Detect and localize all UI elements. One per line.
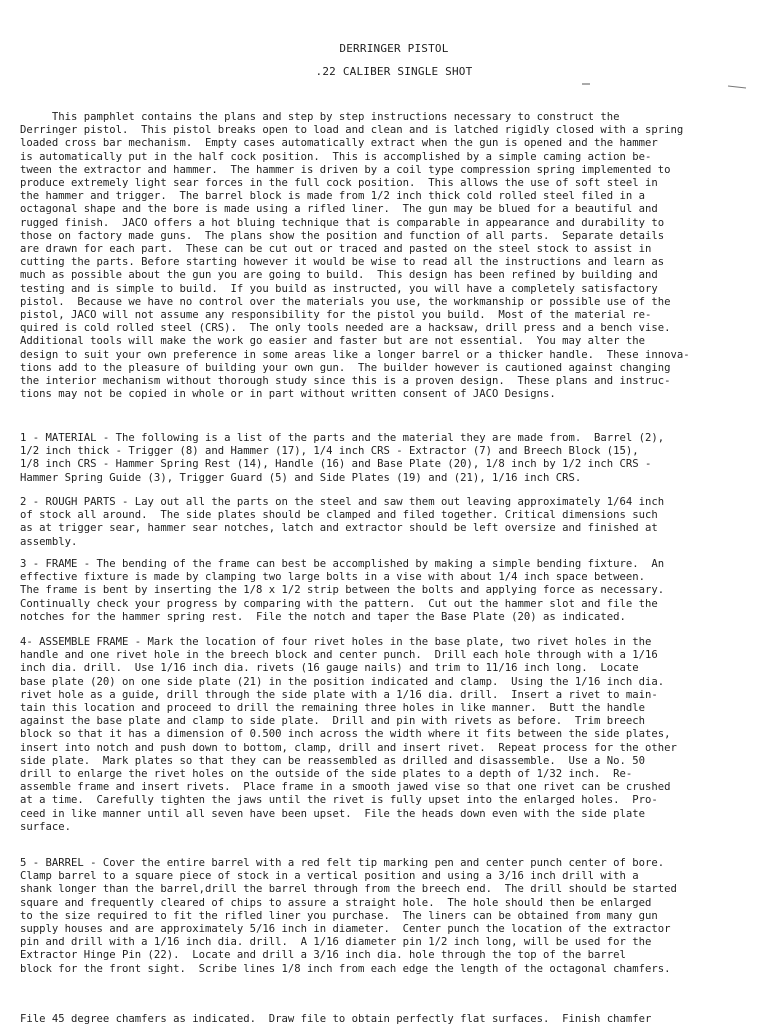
scan-speck xyxy=(728,86,746,88)
section-rough-parts: 2 - ROUGH PARTS - Lay out all the parts on the steel and saw them out leaving approximately 1/64 inch of stock all around. The side plates should be clamped and filed together. Critical dimensions such as at trigger sear, hammer sear notches, latch and extractor should be left oversize and finished at assembly. xyxy=(20,496,665,548)
document-subtitle: .22 CALIBER SINGLE SHOT xyxy=(315,65,473,78)
document-title: DERRINGER PISTOL xyxy=(339,42,449,55)
section-assemble-frame: 4- ASSEMBLE FRAME - Mark the location of four rivet holes in the base plate, two rivet holes in the handle and one rivet hole in the breech block and center punch. Drill each hole through with a 1/16 inch dia. drill. Use 1/16 inch dia. rivets (16 gauge nails) and trim to 11/16 inch long. Locate base plate (20) on one side plate (21) in the position indicated and clamp. Using the 1/16 inch dia. rivet hole as a guide, drill through the side plate with a 1/16 dia. drill. Insert a rivet to main- tain this location and proceed to drill the remaining three holes in like manner. Butt the handle against the base plate and clamp to side plate. Drill and pin with rivets as before. Trim breech block so that it has a dimension of 0.500 inch across the width where it fits between the side plates, insert into notch and push down to bottom, clamp, drill and insert rivet. Repeat process for the other side plate. Mark plates so that they can be reassembled as drilled and disassemble. Use a No. 50 drill to enlarge the rivet holes on the outside of the side plates to a depth of 1/32 inch. Re- assemble frame and insert rivets. Place frame in a smooth jawed vise so that one rivet can be crushed at a time. Carefully tighten the jaws until the rivet is fully upset into the enlarged holes. Pro- ceed in like manner until all seven have been upset. File the heads down even with the side plate surface. xyxy=(20,636,677,833)
section-frame: 3 - FRAME - The bending of the frame can best be accomplished by making a simple bending fixture. An effective fixture is made by clamping two large bolts in a vise with about 1/4 inch space between. The frame is bent by inserting the 1/8 x 1/2 strip between the bolts and applying force as necessary. Continually check your progress by comparing with the pattern. Cut out the hammer slot and file the notches for the hammer spring rest. File the notch and taper the Base Plate (20) as indicated. xyxy=(20,558,665,623)
continuation-line: File 45 degree chamfers as indicated. Draw file to obtain perfectly flat surfaces. Finish chamfer xyxy=(20,1013,652,1024)
section-barrel: 5 - BARREL - Cover the entire barrel with a red felt tip marking pen and center punch center of bore. Clamp barrel to a square piece of stock in a vertical position and using a 3/16 inch drill with a shank longer than the barrel,drill the barrel through from the breech end. The drill should be started square and frequently cleared of chips to assure a straight hole. The hole should then be enlarged to the size required to fit the rifled liner you purchase. The liners can be obtained from many gun supply houses and are approximately 5/16 inch in diameter. Center punch the location of the extractor pin and drill with a 1/16 inch dia. drill. A 1/16 diameter pin 1/2 inch long, will be used for the Extractor Hinge Pin (22). Locate and drill a 3/16 inch dia. hole through the top of the barrel block for the front sight. Scribe lines 1/8 inch from each edge the length of the octagonal chamfers. xyxy=(20,857,677,975)
intro-paragraph: This pamphlet contains the plans and step by step instructions necessary to construct the Derringer pistol. This pistol breaks open to load and clean and is latched rigidly closed with a spring loaded cross bar mechanism. Empty cases automatically extract when the gun is opened and the hammer is automatically put in the half cock position. This is accomplished by a simple caming action be- tween the extractor and hammer. The hammer is driven by a coil type compression spring implemented to produce extremely light sear forces in the full cock position. This allows the use of soft steel in the hammer and trigger. The barrel block is made from 1/2 inch thick cold rolled steel filed in a octagonal shape and the bore is made using a rifled liner. The gun may be blued for a beautiful and rugged finish. JACO offers a hot bluing technique that is comparable in appearance and durability to those on factory made guns. The plans show the position and function of all parts. Separate details are drawn for each part. These can be cut out or traced and pasted on the steel stock to assist in cutting the parts. Before starting however it would be wise to read all the instructions and learn as much as possible about the gun you are going to build. This design has been refined by building and testing and is simple to build. If you build as instructed, you will have a completely satisfactory pistol. Because we have no control over the materials you use, the workmanship or possible use of the pistol, JACO will not assume any responsibility for the pistol you build. Most of the material re- quired is cold rolled steel (CRS). The only tools needed are a hacksaw, drill press and a bench vise. Additional tools will make the work go easier and faster but are not essential. You may alter the design to suit your own preference in some areas like a longer barrel or a thicker handle. These innova- tions add to the pleasure of building your own gun. The builder however is cautioned against changing the interior mechanism without thorough study since this is a proven design. These plans and instruc- tions may not be copied in whole or in part without written consent of JACO Designs. xyxy=(20,111,690,401)
section-material: 1 - MATERIAL - The following is a list of the parts and the material they are made from. Barrel (2), 1/2 inch thick - Trigger (8) and Hammer (17), 1/4 inch CRS - Extractor (7) and Breech Block (15), 1/8 inch CRS - Hammer Spring Rest (14), Handle (16) and Base Plate (20), 1/8 inch by 1/2 inch CRS - Hammer Spring Guide (3), Trigger Guard (5) and Side Plates (19) and (21), 1/16 inch CRS. xyxy=(20,432,665,484)
